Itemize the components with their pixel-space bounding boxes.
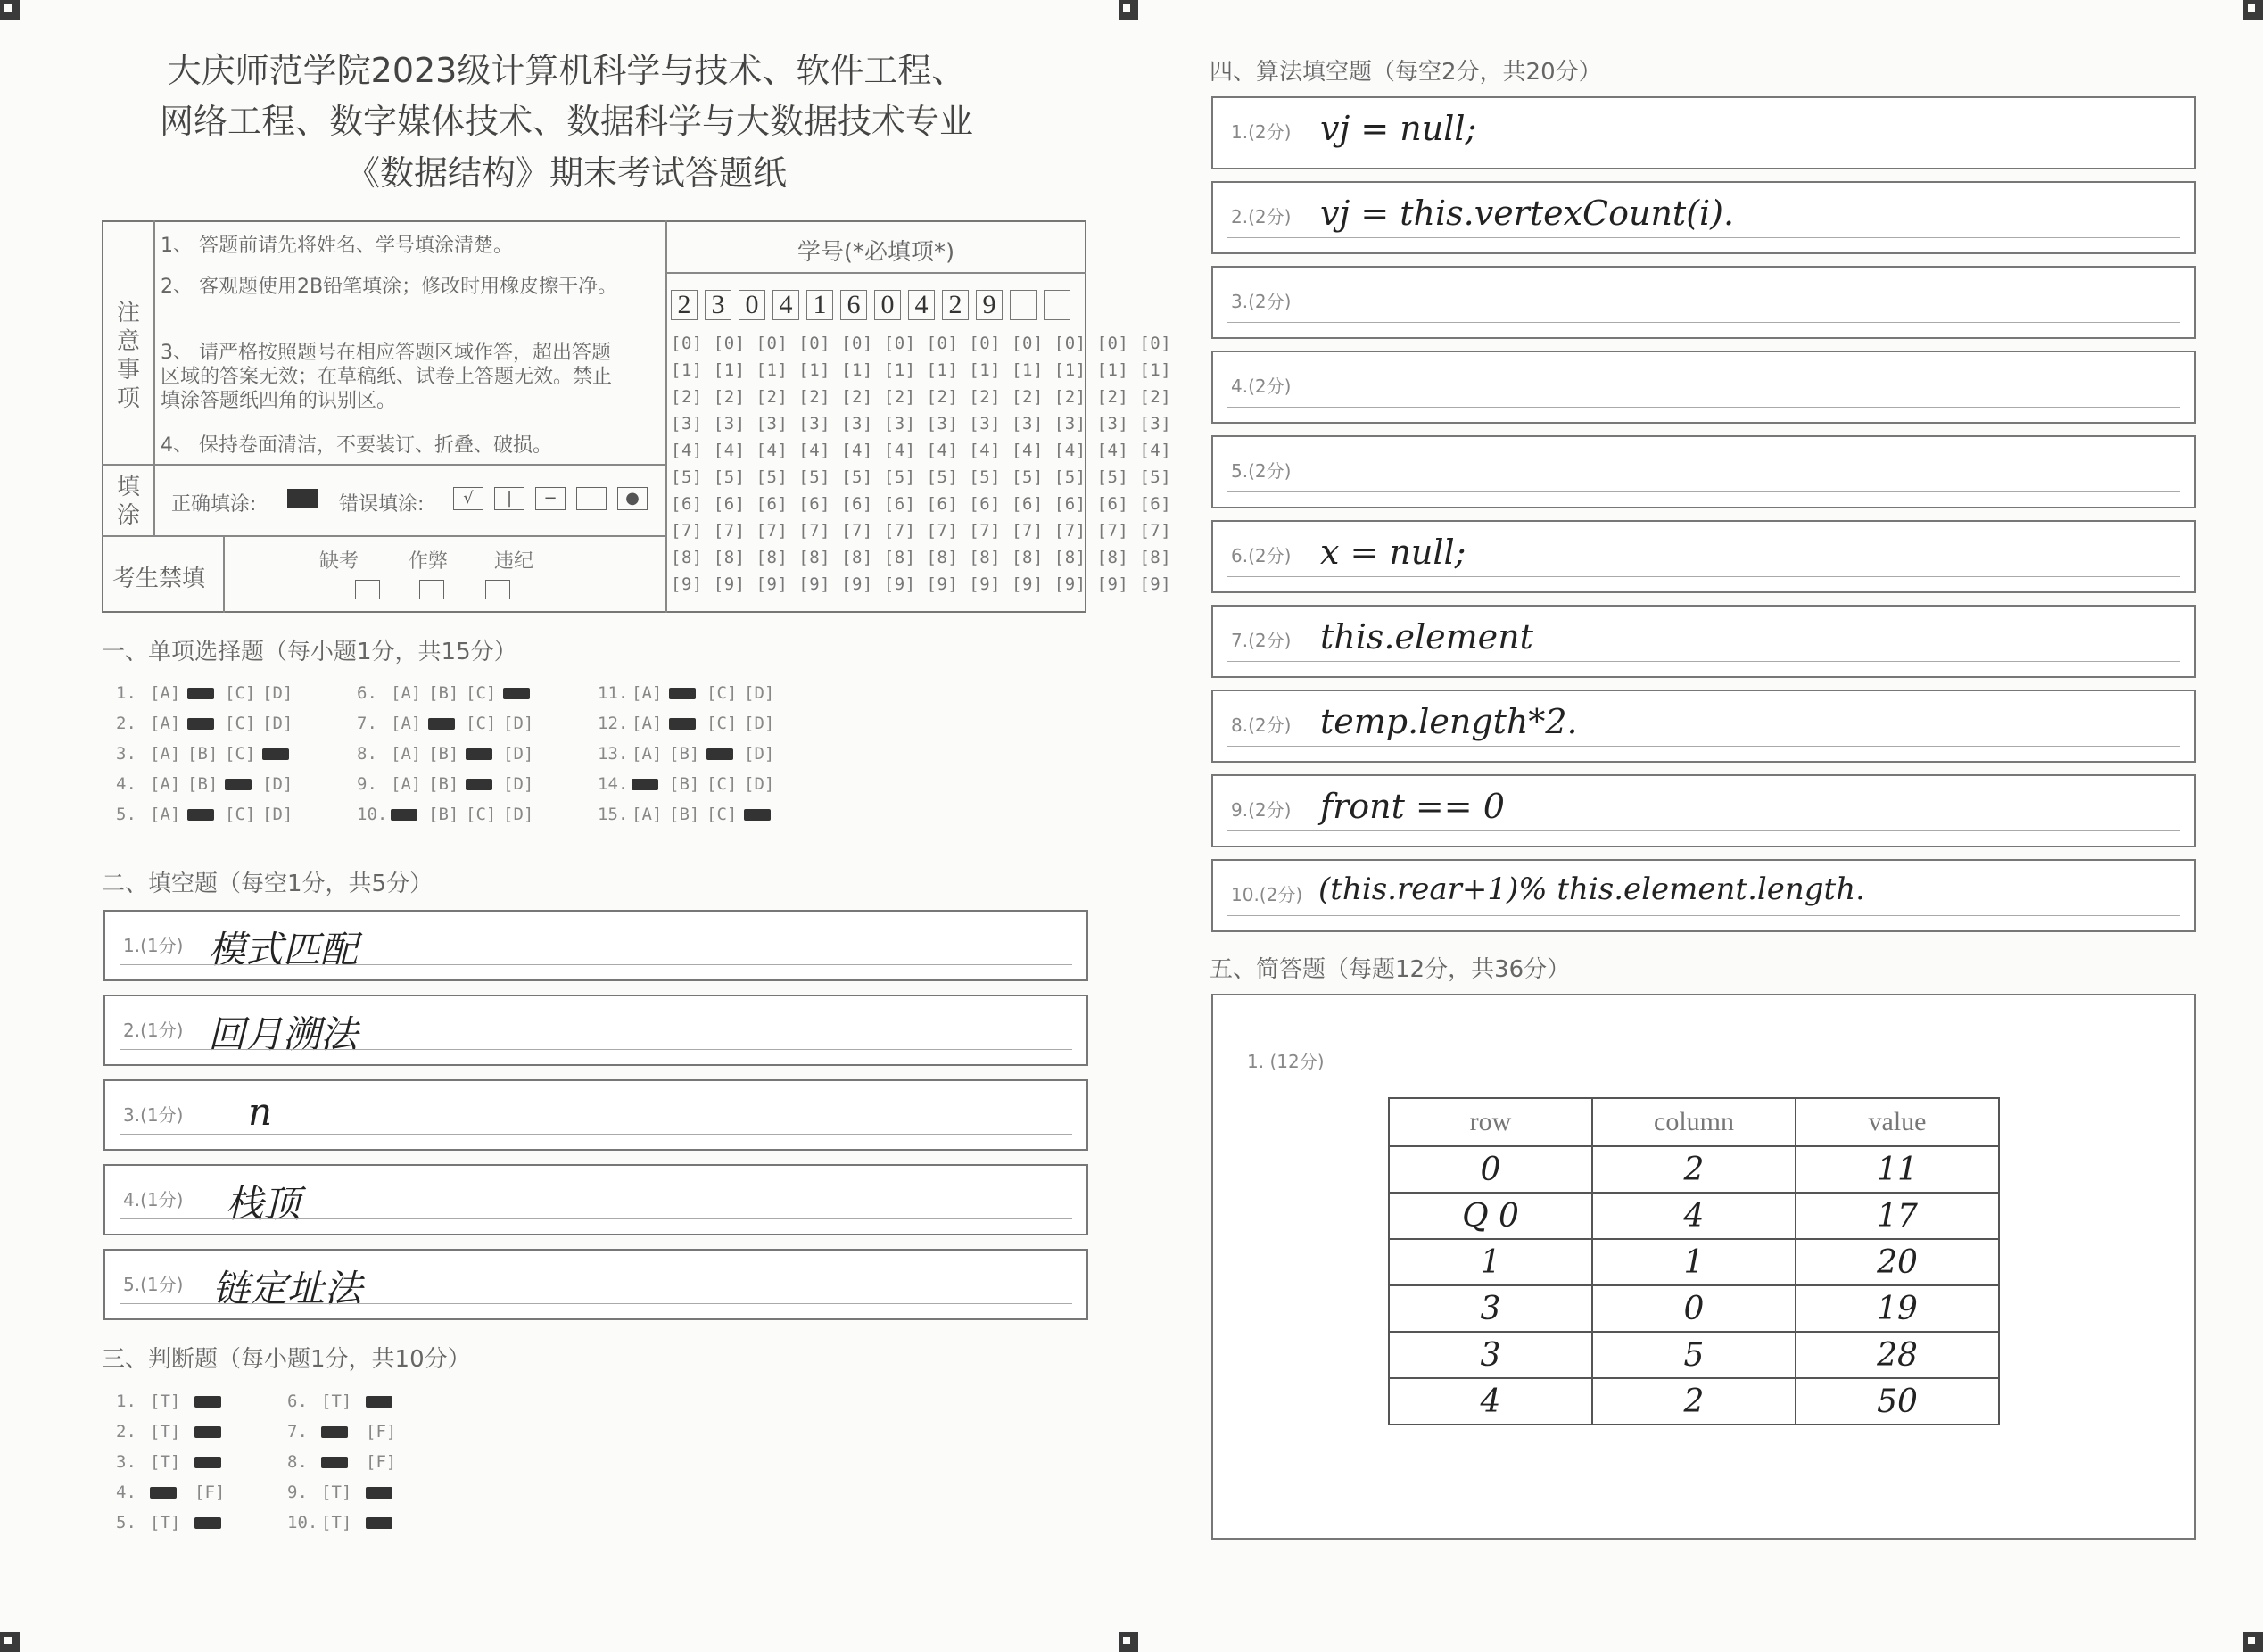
filled-mark <box>466 748 492 760</box>
mc-bubble-filled[interactable] <box>187 683 225 703</box>
mc-question-row <box>598 683 781 703</box>
table-row <box>1389 1146 1999 1193</box>
wrong-fill-samples <box>453 487 648 510</box>
id-grid-row: [4] [4] [4] [4] [4] [4] [4] [4] [4] [4] [4] [4] <box>671 441 1172 460</box>
corner-marker-bottom-right <box>2243 1632 2263 1652</box>
filled-mark <box>669 688 696 699</box>
fill-label: 填涂 <box>116 474 140 529</box>
mc-bubble-filled[interactable] <box>503 683 541 703</box>
tf-question-number: 10. <box>287 1513 318 1532</box>
wrong-sample: − <box>535 487 566 510</box>
fill-blank-label: 5.(1分) <box>123 1274 184 1295</box>
notice-item: 4、 保持卷面清洁，不要装订、折叠、破损。 <box>161 434 552 457</box>
mc-question-number: 4. <box>116 774 136 794</box>
algorithm-answer-box[interactable] <box>1211 96 2196 169</box>
tf-question-number: 5. <box>116 1513 136 1532</box>
mc-question-row <box>598 805 781 824</box>
mc-question-row <box>357 744 541 764</box>
algorithm-answer-text: vj = this.vertexCount(i). <box>1320 194 1735 233</box>
id-grid-row: [8] [8] [8] [8] [8] [8] [8] [8] [8] [8] [8] [8] <box>671 548 1172 567</box>
section5-title: 五、简答题（每题12分，共36分） <box>1210 956 1571 983</box>
algorithm-answer-label: 7.(2分) <box>1231 630 1292 651</box>
tf-question-number: 6. <box>287 1392 308 1411</box>
tf-question-row <box>116 1392 239 1411</box>
student-id-digit[interactable]: 0 <box>874 290 901 320</box>
tf-bubble[interactable]: [T] <box>321 1513 352 1532</box>
mc-question-number: 9. <box>357 774 377 794</box>
mc-question-row <box>116 714 300 733</box>
student-id-digit[interactable]: 4 <box>772 290 799 320</box>
tf-question-number: 2. <box>116 1422 136 1441</box>
mc-question-number: 12. <box>598 714 629 733</box>
tf-question-number: 4. <box>116 1483 136 1502</box>
notice-item: 1、 答题前请先将姓名、学号填涂清楚。 <box>161 235 513 257</box>
mc-bubble[interactable]: [A] <box>632 714 663 733</box>
mc-bubble-filled[interactable] <box>632 774 669 794</box>
mc-bubble[interactable]: [A] <box>150 774 181 794</box>
mc-bubble-filled[interactable] <box>466 774 503 794</box>
wrong-sample <box>576 487 607 510</box>
tf-question-row <box>287 1392 410 1411</box>
mc-bubble[interactable]: [B] <box>428 805 459 824</box>
corner-marker-top-center <box>1119 0 1138 20</box>
mc-bubble[interactable]: [A] <box>632 683 663 703</box>
table-cell: 4 <box>1389 1378 1592 1425</box>
tf-bubble-filled[interactable] <box>194 1392 239 1411</box>
fill-blank-answer: 模式匹配 <box>208 928 359 971</box>
table-cell: 5 <box>1592 1332 1796 1378</box>
fill-blank-box[interactable] <box>103 1164 1088 1235</box>
tf-bubble-filled[interactable] <box>366 1513 410 1532</box>
student-id-digit[interactable]: 3 <box>705 290 731 320</box>
tf-question-number: 1. <box>116 1392 136 1411</box>
mc-question-row <box>116 744 300 764</box>
tf-bubble[interactable]: [T] <box>150 1422 181 1441</box>
filled-mark <box>150 1487 177 1499</box>
mc-bubble[interactable]: [B] <box>187 774 219 794</box>
fill-blank-label: 1.(1分) <box>123 935 184 956</box>
tf-bubble[interactable]: [F] <box>366 1452 397 1472</box>
mc-bubble[interactable]: [A] <box>391 683 422 703</box>
mc-question-number: 10. <box>357 805 388 824</box>
table-header-column: column <box>1592 1098 1796 1146</box>
exam-title-line1: 大庆师范学院2023级计算机科学与技术、软件工程、 <box>167 51 966 90</box>
mc-bubble[interactable]: [B] <box>428 744 459 764</box>
mc-bubble[interactable]: [A] <box>150 744 181 764</box>
mc-bubble[interactable]: [B] <box>428 774 459 794</box>
mc-bubble-filled[interactable] <box>744 805 781 824</box>
fill-blank-box[interactable] <box>103 995 1088 1066</box>
algorithm-answer-box[interactable] <box>1211 435 2196 508</box>
mc-question-number: 2. <box>116 714 136 733</box>
fill-blank-answer: 链定址法 <box>212 1267 363 1310</box>
exam-title-line2: 网络工程、数字媒体技术、数据科学与大数据技术专业 <box>159 102 973 141</box>
filled-mark <box>262 748 289 760</box>
corner-marker-top-left <box>0 0 20 20</box>
table-row <box>1389 1193 1999 1239</box>
student-id-digit[interactable]: 2 <box>671 290 698 320</box>
mc-bubble-filled[interactable] <box>262 744 300 764</box>
mc-question-number: 7. <box>357 714 377 733</box>
table-row <box>1389 1378 1999 1425</box>
mc-question-number: 1. <box>116 683 136 703</box>
id-grid-row: [3] [3] [3] [3] [3] [3] [3] [3] [3] [3] [3] [3] <box>671 414 1172 434</box>
mc-bubble[interactable]: [C] <box>706 805 738 824</box>
mc-bubble-filled[interactable] <box>428 714 466 733</box>
correct-fill-sample <box>287 489 318 508</box>
mc-bubble[interactable]: [D] <box>503 714 534 733</box>
cheat-label: 作弊 <box>409 550 449 573</box>
tf-bubble-filled[interactable] <box>366 1483 410 1502</box>
filled-mark <box>187 718 214 730</box>
mc-question-number: 15. <box>598 805 629 824</box>
tf-question-row <box>287 1452 410 1472</box>
filled-mark <box>194 1426 221 1438</box>
student-id-digit[interactable]: 1 <box>806 290 833 320</box>
exam-title-line3: 《数据结构》期末考试答题纸 <box>345 153 787 193</box>
mc-question-row <box>357 683 541 703</box>
mc-question-number: 5. <box>116 805 136 824</box>
id-grid-row: [9] [9] [9] [9] [9] [9] [9] [9] [9] [9] [9] [9] <box>671 574 1172 594</box>
fill-blank-answer: n <box>248 1090 273 1134</box>
mc-bubble[interactable]: [B] <box>669 744 700 764</box>
algorithm-answer-box[interactable] <box>1211 690 2196 763</box>
filled-mark <box>366 1517 392 1529</box>
short-answer-label: 1. (12分) <box>1247 1051 1325 1072</box>
table-cell: 1 <box>1389 1239 1592 1285</box>
mc-bubble[interactable]: [C] <box>225 683 256 703</box>
filled-mark <box>321 1457 348 1468</box>
notice-item: 2、 客观题使用2B铅笔填涂；修改时用橡皮擦干净。 <box>161 276 618 298</box>
algorithm-answer-label: 3.(2分) <box>1231 291 1292 312</box>
tf-question-number: 9. <box>287 1483 308 1502</box>
filled-mark <box>503 688 530 699</box>
table-cell: 4 <box>1592 1193 1796 1239</box>
mc-question-number: 8. <box>357 744 377 764</box>
corner-marker-bottom-left <box>0 1632 20 1652</box>
student-id-digit[interactable] <box>1010 290 1037 320</box>
tf-question-number: 3. <box>116 1452 136 1472</box>
filled-mark <box>706 748 733 760</box>
table-cell: 0 <box>1592 1285 1796 1332</box>
mc-bubble[interactable]: [C] <box>466 683 497 703</box>
table-cell: 11 <box>1796 1146 1999 1193</box>
mc-bubble-filled[interactable] <box>669 714 706 733</box>
algorithm-answer-label: 2.(2分) <box>1231 206 1292 227</box>
mc-question-row <box>357 714 541 733</box>
filled-mark <box>391 809 417 821</box>
algorithm-answer-box[interactable] <box>1211 266 2196 339</box>
algorithm-answer-text: front == 0 <box>1320 787 1505 826</box>
table-row <box>1389 1285 1999 1332</box>
algorithm-answer-label: 10.(2分) <box>1231 884 1303 905</box>
table-cell: 19 <box>1796 1285 1999 1332</box>
mc-question-number: 14. <box>598 774 629 794</box>
id-grid-row: [1] [1] [1] [1] [1] [1] [1] [1] [1] [1] [1] [1] <box>671 360 1172 380</box>
id-grid-row: [5] [5] [5] [5] [5] [5] [5] [5] [5] [5] [5] [5] <box>671 467 1172 487</box>
tf-question-row <box>116 1513 239 1532</box>
mc-bubble-filled[interactable] <box>669 683 706 703</box>
table-cell: 3 <box>1389 1332 1592 1378</box>
mc-question-row <box>598 744 781 764</box>
id-grid-row: [7] [7] [7] [7] [7] [7] [7] [7] [7] [7] [7] [7] <box>671 521 1172 541</box>
algorithm-answer-label: 4.(2分) <box>1231 376 1292 397</box>
violation-checkbox[interactable] <box>485 580 510 599</box>
algorithm-answer-text: (this.rear+1)% this.element.length. <box>1318 871 1865 907</box>
notice-item: 3、 请严格按照题号在相应答题区域作答，超出答题区域的答案无效；在草稿纸、试卷上答题无效。禁止填涂答题纸四角的识别区。 <box>161 342 613 412</box>
mc-bubble[interactable]: [D] <box>744 774 775 794</box>
tf-question-number: 8. <box>287 1452 308 1472</box>
student-id-digit[interactable]: 0 <box>739 290 765 320</box>
filled-mark <box>187 688 214 699</box>
wrong-sample: √ <box>453 487 483 510</box>
mc-bubble[interactable]: [B] <box>428 683 459 703</box>
fill-blank-answer: 回月溯法 <box>208 1012 359 1056</box>
absent-label: 缺考 <box>319 550 359 573</box>
student-id-label: 学号(*必填项*) <box>797 239 955 266</box>
id-grid-row: [6] [6] [6] [6] [6] [6] [6] [6] [6] [6] [6] [6] <box>671 494 1172 514</box>
corner-marker-bottom-center <box>1119 1632 1138 1652</box>
filled-mark <box>366 1396 392 1408</box>
algorithm-answer-box[interactable] <box>1211 774 2196 847</box>
fill-blank-label: 3.(1分) <box>123 1104 184 1126</box>
id-grid-row: [2] [2] [2] [2] [2] [2] [2] [2] [2] [2] [2] [2] <box>671 387 1172 407</box>
mc-bubble-filled[interactable] <box>187 714 225 733</box>
mc-bubble[interactable]: [D] <box>262 805 293 824</box>
tf-bubble-filled[interactable] <box>150 1483 194 1502</box>
mc-bubble[interactable]: [D] <box>262 774 293 794</box>
mc-question-row <box>357 774 541 794</box>
mc-bubble[interactable]: [B] <box>669 774 700 794</box>
algorithm-answer-box[interactable] <box>1211 859 2196 932</box>
table-cell: 0 <box>1389 1146 1592 1193</box>
mc-bubble[interactable]: [C] <box>225 744 256 764</box>
filled-mark <box>194 1396 221 1408</box>
mc-question-row <box>357 805 541 824</box>
filled-mark <box>194 1457 221 1468</box>
tf-bubble-filled[interactable] <box>194 1513 239 1532</box>
table-cell: 28 <box>1796 1332 1999 1378</box>
student-id-digit[interactable]: 4 <box>908 290 935 320</box>
algorithm-answer-label: 1.(2分) <box>1231 121 1292 143</box>
wrong-sample: | <box>494 487 524 510</box>
filled-mark <box>669 718 696 730</box>
tf-bubble[interactable]: [T] <box>150 1513 181 1532</box>
algorithm-answer-text: this.element <box>1320 617 1533 657</box>
tf-bubble-filled[interactable] <box>321 1422 366 1441</box>
mc-bubble[interactable]: [A] <box>391 744 422 764</box>
mc-bubble[interactable]: [C] <box>466 714 497 733</box>
tf-bubble-filled[interactable] <box>366 1392 410 1411</box>
table-cell: 17 <box>1796 1193 1999 1239</box>
mc-bubble[interactable]: [D] <box>262 714 293 733</box>
violation-label: 违纪 <box>494 550 534 573</box>
mc-bubble[interactable]: [D] <box>503 744 534 764</box>
fill-blank-box[interactable] <box>103 910 1088 981</box>
student-id-digit[interactable]: 2 <box>942 290 969 320</box>
student-id-digit[interactable] <box>1044 290 1070 320</box>
algorithm-answer-label: 9.(2分) <box>1231 799 1292 821</box>
mc-bubble-filled[interactable] <box>391 805 428 824</box>
mc-bubble[interactable]: [D] <box>744 714 775 733</box>
algorithm-answer-box[interactable] <box>1211 605 2196 678</box>
mc-question-row <box>598 774 781 794</box>
mc-question-row <box>116 683 300 703</box>
corner-marker-top-right <box>2243 0 2263 20</box>
mc-bubble[interactable]: [B] <box>669 805 700 824</box>
tf-bubble[interactable]: [T] <box>150 1452 181 1472</box>
mc-question-row <box>116 805 300 824</box>
tf-bubble[interactable]: [F] <box>194 1483 226 1502</box>
filled-mark <box>466 779 492 790</box>
section1-title: 一、单项选择题（每小题1分，共15分） <box>102 639 517 665</box>
filled-mark <box>632 779 658 790</box>
table-row <box>1389 1332 1999 1378</box>
tf-bubble[interactable]: [T] <box>321 1483 352 1502</box>
mc-bubble[interactable]: [B] <box>187 744 219 764</box>
id-grid-row: [0] [0] [0] [0] [0] [0] [0] [0] [0] [0] [0] [0] <box>671 334 1172 353</box>
mc-bubble[interactable]: [C] <box>466 805 497 824</box>
fill-blank-answer: 栈顶 <box>226 1182 301 1226</box>
fill-blank-label: 4.(1分) <box>123 1189 184 1210</box>
mc-bubble-filled[interactable] <box>187 805 225 824</box>
mc-question-number: 6. <box>357 683 377 703</box>
section2-title: 二、填空题（每空1分，共5分） <box>102 871 434 897</box>
mc-bubble[interactable]: [C] <box>225 714 256 733</box>
mc-bubble[interactable]: [D] <box>744 744 775 764</box>
tf-bubble[interactable]: [F] <box>366 1422 397 1441</box>
tf-question-number: 7. <box>287 1422 308 1441</box>
correct-fill-label: 正确填涂: <box>171 493 257 516</box>
table-cell: Q 0 <box>1389 1193 1592 1239</box>
filled-mark <box>187 809 214 821</box>
fill-blank-box[interactable] <box>103 1249 1088 1320</box>
tf-question-row <box>287 1513 410 1532</box>
section3-title: 三、判断题（每小题1分，共10分） <box>102 1346 471 1373</box>
mc-bubble[interactable]: [C] <box>706 683 738 703</box>
mc-bubble[interactable]: [C] <box>706 774 738 794</box>
table-cell: 1 <box>1592 1239 1796 1285</box>
tf-bubble-filled[interactable] <box>194 1452 239 1472</box>
mc-bubble-filled[interactable] <box>706 744 744 764</box>
algorithm-answer-label: 5.(2分) <box>1231 460 1292 482</box>
filled-mark <box>366 1487 392 1499</box>
algorithm-answer-label: 8.(2分) <box>1231 714 1292 736</box>
tf-question-row <box>116 1483 239 1502</box>
absent-checkbox[interactable] <box>355 580 380 599</box>
mc-bubble[interactable]: [D] <box>262 683 293 703</box>
notice-label: 注意事项 <box>116 300 140 412</box>
table-cell: 2 <box>1592 1378 1796 1425</box>
algorithm-answer-box[interactable] <box>1211 520 2196 593</box>
tf-bubble-filled[interactable] <box>321 1452 366 1472</box>
tf-question-row <box>116 1422 239 1441</box>
mc-question-number: 11. <box>598 683 629 703</box>
fill-blank-label: 2.(1分) <box>123 1020 184 1041</box>
filled-mark <box>225 779 252 790</box>
mc-bubble-filled[interactable] <box>466 744 503 764</box>
mc-bubble[interactable]: [D] <box>503 805 534 824</box>
filled-mark <box>194 1517 221 1529</box>
algorithm-answer-box[interactable] <box>1211 351 2196 424</box>
student-id-digit[interactable]: 6 <box>840 290 867 320</box>
mc-bubble[interactable]: [D] <box>503 774 534 794</box>
section4-title: 四、算法填空题（每空2分，共20分） <box>1210 59 1602 86</box>
wrong-sample: ● <box>617 487 648 510</box>
filled-mark <box>428 718 455 730</box>
tf-bubble[interactable]: [T] <box>150 1392 181 1411</box>
filled-mark <box>321 1426 348 1438</box>
tf-bubble[interactable]: [T] <box>321 1392 352 1411</box>
mc-bubble[interactable]: [A] <box>150 683 181 703</box>
algorithm-answer-text: temp.length*2. <box>1320 702 1578 741</box>
mc-question-number: 3. <box>116 744 136 764</box>
table-cell: 2 <box>1592 1146 1796 1193</box>
mc-bubble[interactable]: [A] <box>150 714 181 733</box>
tf-question-row <box>287 1422 410 1441</box>
mc-bubble[interactable]: [A] <box>391 714 422 733</box>
fill-blank-box[interactable] <box>103 1079 1088 1151</box>
mc-bubble[interactable]: [C] <box>706 714 738 733</box>
mc-bubble[interactable]: [A] <box>632 744 663 764</box>
table-cell: 50 <box>1796 1378 1999 1425</box>
algorithm-answer-box[interactable] <box>1211 181 2196 254</box>
proctor-label: 考生禁填 <box>112 566 206 592</box>
student-id-digit[interactable]: 9 <box>976 290 1003 320</box>
mc-bubble[interactable]: [C] <box>225 805 256 824</box>
mc-question-row <box>116 774 300 794</box>
wrong-fill-label: 错误填涂: <box>339 493 425 516</box>
mc-bubble[interactable]: [A] <box>150 805 181 824</box>
mc-question-row <box>598 714 781 733</box>
triplet-table <box>1388 1097 2000 1425</box>
cheat-checkbox[interactable] <box>419 580 444 599</box>
table-row <box>1389 1239 1999 1285</box>
tf-question-row <box>287 1483 410 1502</box>
tf-question-row <box>116 1452 239 1472</box>
table-cell: 3 <box>1389 1285 1592 1332</box>
mc-bubble-filled[interactable] <box>225 774 262 794</box>
filled-mark <box>744 809 771 821</box>
mc-bubble[interactable]: [D] <box>744 683 775 703</box>
algorithm-answer-text: x = null; <box>1320 533 1466 572</box>
algorithm-answer-text: vj = null; <box>1320 109 1477 148</box>
mc-bubble[interactable]: [A] <box>391 774 422 794</box>
algorithm-answer-label: 6.(2分) <box>1231 545 1292 566</box>
table-header-row: row <box>1389 1098 1592 1146</box>
table-cell: 20 <box>1796 1239 1999 1285</box>
mc-question-number: 13. <box>598 744 629 764</box>
table-header-value: value <box>1796 1098 1999 1146</box>
mc-bubble[interactable]: [A] <box>632 805 663 824</box>
tf-bubble-filled[interactable] <box>194 1422 239 1441</box>
